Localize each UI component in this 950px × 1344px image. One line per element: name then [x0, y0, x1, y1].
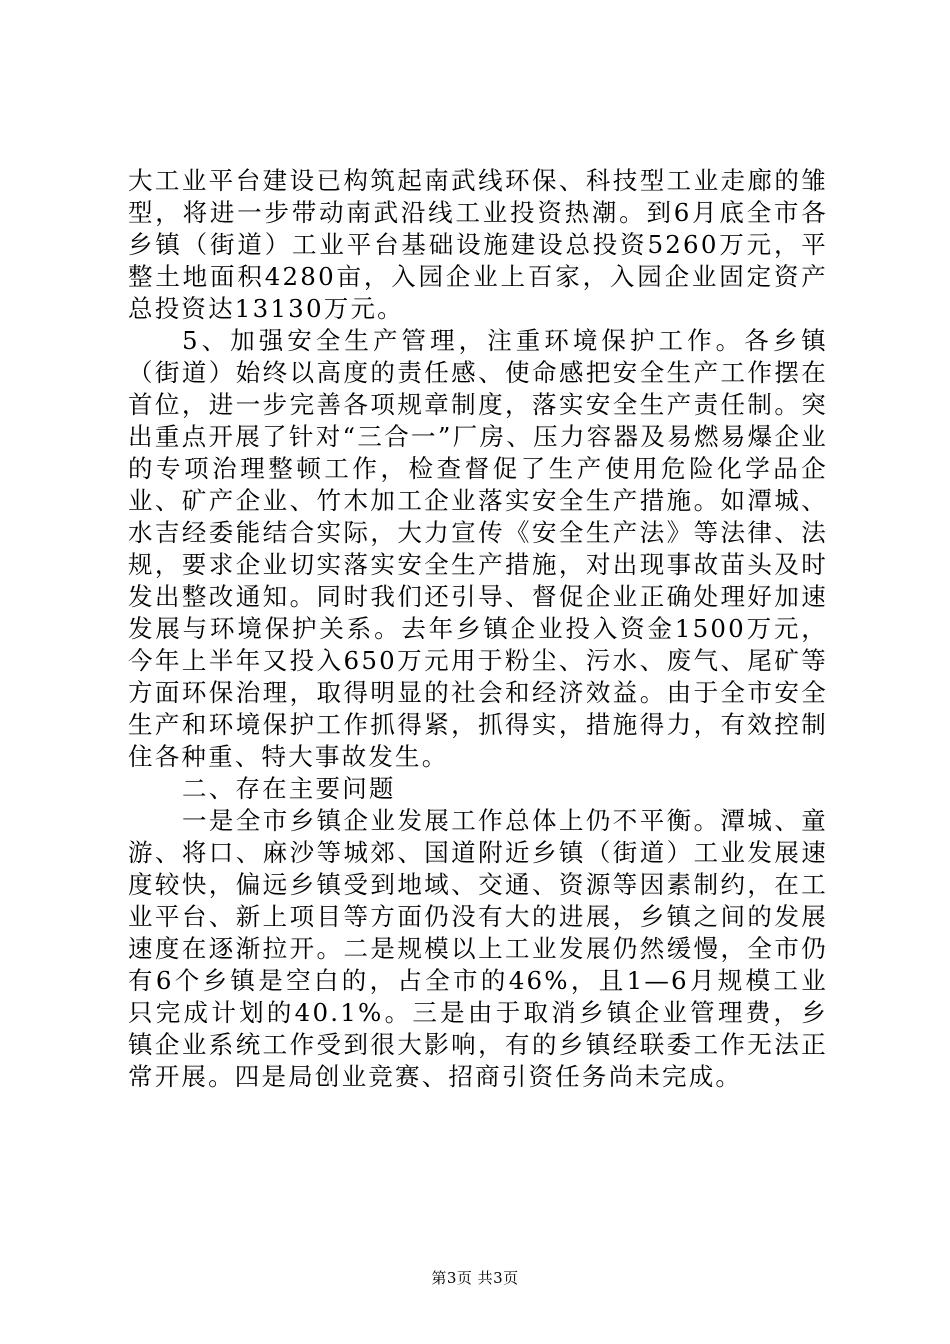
paragraph-safety-environment: 5、加强安全生产管理，注重环境保护工作。各乡镇（街道）始终以高度的责任感、使命感把安全生产工作摆在首位，进一步完善各项规章制度，落实安全生产责任制。突出重点开展了针对“三合一”厂房、压力容器及易燃易爆企业的专项治理整顿工作，检查督促了生产使用危险化学品企业、矿产企业、竹木加工企业落实安全生产措施。如潭城、水吉经委能结合实际，大力宣传《安全生产法》等法律、法规，要求企业切实落实安全生产措施，对出现事故苗头及时发出整改通知。同时我们还引导、督促企业正确处理好加速发展与环境保护关系。去年乡镇企业投入资金1500万元，今年上半年又投入650万元用于粉尘、污水、废气、尾矿等方面环保治理，取得明显的社会和经济效益。由于全市安全生产和环境保护工作抓得紧，抓得实，措施得力，有效控制住各种重、特大事故发生。 [128, 326, 828, 771]
page-number: 第3页 共3页 [431, 1269, 519, 1287]
page-footer [0, 1268, 950, 1288]
paragraph-platform-investment: 大工业平台建设已构筑起南武线环保、科技型工业走廊的雏型，将进一步带动南武沿线工业投资热潮。到6月底全市各乡镇（街道）工业平台基础设施建设总投资5260万元，平整土地面积4280亩，入园企业上百家，入园企业固定资产总投资达13130万元。 [128, 166, 828, 323]
document-body [128, 165, 828, 1093]
paragraph-problems: 一是全市乡镇企业发展工作总体上仍不平衡。潭城、童游、将口、麻沙等城郊、国道附近乡镇（街道）工业发展速度较快，偏远乡镇受到地域、交通、资源等因素制约，在工业平台、新上项目等方面仍没有大的进展，乡镇之间的发展速度在逐渐拉开。二是规模以上工业发展仍然缓慢，全市仍有6个乡镇是空白的，占全市的46%，且1—6月规模工业只完成计划的40.1%。三是由于取消乡镇企业管理费，乡镇企业系统工作受到很大影响，有的乡镇经联委工作无法正常开展。四是局创业竞赛、招商引资任务尚未完成。 [128, 806, 828, 1091]
section-heading-problems: 二、存在主要问题 [182, 774, 396, 803]
